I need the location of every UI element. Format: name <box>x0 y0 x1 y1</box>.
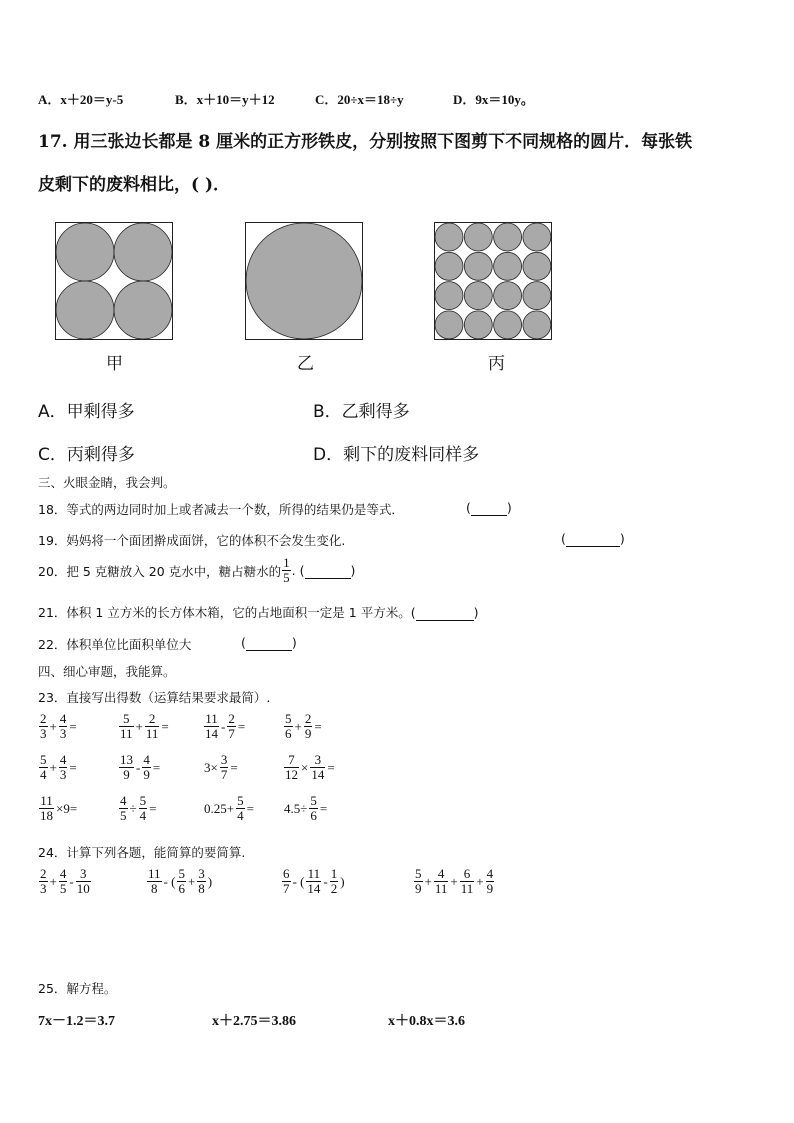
figure-yi <box>245 222 365 342</box>
operator: = <box>69 718 77 734</box>
small-circle <box>523 223 551 251</box>
q17-line1: 17. 用三张边长都是 8 厘米的正方形铁皮，分别按照下图剪下不同规格的圆片．每张铁 <box>38 132 693 152</box>
calc-expression <box>283 794 328 823</box>
fraction: $\frac{11}{18}$ <box>40 793 53 823</box>
calc-expression <box>118 753 161 782</box>
operator: = <box>319 800 328 816</box>
fraction: $\frac{5}{6}$ <box>285 711 292 741</box>
operator: 4.5÷ <box>284 800 308 816</box>
fraction: $\frac{11}{14}$ <box>205 711 218 741</box>
figure-bing <box>434 222 554 342</box>
fraction: $\frac{1}{2}$ <box>330 866 338 896</box>
figure-label-bing: 丙 <box>488 354 505 374</box>
fraction: $\frac{4}{9}$ <box>486 866 494 896</box>
operator: = <box>149 800 157 816</box>
operator: = <box>152 759 161 775</box>
operator: = <box>237 718 246 734</box>
operator: = <box>161 718 169 734</box>
q17-option-c: C．丙剩得多 <box>38 445 135 465</box>
calc-expression <box>118 712 170 741</box>
fraction: $\frac{13}{9}$ <box>120 752 133 782</box>
fraction: $\frac{2}{9}$ <box>304 711 312 741</box>
small-circle <box>435 252 463 280</box>
fraction: $\frac{11}{8}$ <box>148 866 161 896</box>
fraction: $\frac{2}{3}$ <box>40 866 47 896</box>
operator: 3× <box>204 759 218 775</box>
small-circle <box>464 252 492 280</box>
fraction: $\frac{5}{6}$ <box>310 793 317 823</box>
q16-option-c: C．20÷x＝18÷y <box>315 92 404 107</box>
operator: ÷ <box>129 800 137 816</box>
operator: + <box>294 718 302 734</box>
q20-fraction: $\frac{1}{5}$ <box>283 555 290 585</box>
calc-expression <box>118 794 157 823</box>
equation-1: 7x－1.2＝3.7 <box>38 1014 115 1029</box>
q16-option-a: A．x＋20＝y-5 <box>38 92 124 107</box>
small-circle <box>464 282 492 310</box>
fraction: $\frac{4}{11}$ <box>434 866 448 896</box>
fraction: $\frac{4}{5}$ <box>59 866 67 896</box>
operator: + <box>49 718 57 734</box>
small-circle <box>435 223 463 251</box>
operator: = <box>327 759 335 775</box>
operator: ×9= <box>56 800 78 816</box>
fraction: $\frac{6}{11}$ <box>460 866 474 896</box>
calc-expression <box>203 712 246 741</box>
section3-title: 三、火眼金睛，我会判。 <box>38 475 176 490</box>
q21: 21．体积 1 立方米的长方体木箱，它的占地面积一定是 1 平方米。( ) <box>38 605 479 620</box>
operator: = <box>230 759 238 775</box>
q23: 23．直接写出得数（运算结果要求最简）. <box>38 690 271 705</box>
fraction: $\frac{3}{7}$ <box>220 752 228 782</box>
operator: - <box>136 759 141 775</box>
operator: + <box>450 873 458 889</box>
fraction: $\frac{4}{3}$ <box>59 711 67 741</box>
fraction: $\frac{4}{9}$ <box>143 752 150 782</box>
fraction: $\frac{4}{3}$ <box>59 752 67 782</box>
q17-option-b: B．乙剩得多 <box>313 402 410 422</box>
fraction: $\frac{3}{8}$ <box>198 866 205 896</box>
operator: = <box>314 718 322 734</box>
small-circle <box>523 282 551 310</box>
figure-jia <box>55 222 175 342</box>
small-circle <box>523 252 551 280</box>
fraction: $\frac{11}{14}$ <box>307 866 321 896</box>
operator: - ( <box>163 873 176 889</box>
figure-label-jia: 甲 <box>106 354 123 374</box>
calc-expression <box>38 794 78 823</box>
fraction: $\frac{5}{11}$ <box>120 711 133 741</box>
operator: + <box>424 873 432 889</box>
operator: - <box>323 873 328 889</box>
calc-expression <box>203 794 255 823</box>
operator: + <box>49 873 57 889</box>
fraction: $\frac{5}{4}$ <box>139 793 147 823</box>
fraction: $\frac{4}{5}$ <box>120 793 127 823</box>
equation-3: x＋0.8x＝3.6 <box>388 1014 465 1029</box>
small-circle <box>494 223 522 251</box>
operator: + <box>187 873 196 889</box>
q20: 20．把 5 克糖放入 20 克水中，糖占糖水的 $\frac{1}{5}$ . ( ) <box>38 555 356 585</box>
operator: - <box>221 718 226 734</box>
small-circle <box>435 282 463 310</box>
calc-expression <box>283 753 336 782</box>
operator: + <box>476 873 484 889</box>
fraction: $\frac{5}{9}$ <box>415 866 422 896</box>
q16-option-b: B．x＋10＝y＋12 <box>175 92 275 107</box>
fraction: $\frac{5}{6}$ <box>178 866 185 896</box>
small-circle <box>494 282 522 310</box>
operator: 0.25+ <box>204 800 235 816</box>
section4-title: 四、细心审题，我能算。 <box>38 664 176 679</box>
small-circle <box>435 311 463 339</box>
q19: 19．妈妈将一个面团擀成面饼，它的体积不会发生变化. <box>38 533 346 548</box>
operator: - ( <box>292 873 305 889</box>
q24: 24．计算下列各题，能简算的要简算. <box>38 845 246 860</box>
calc-expression <box>283 712 323 741</box>
operator: = <box>246 800 254 816</box>
fraction: $\frac{7}{12}$ <box>285 752 298 782</box>
fraction: $\frac{2}{3}$ <box>40 711 47 741</box>
calc-expression <box>413 867 495 896</box>
small-circle <box>523 311 551 339</box>
small-circle <box>464 223 492 251</box>
operator: + <box>49 759 57 775</box>
calc-expression <box>38 753 78 782</box>
calc-expression <box>38 867 92 896</box>
figure-label-yi: 乙 <box>297 354 314 374</box>
operator: ) <box>340 873 345 889</box>
operator: = <box>69 759 77 775</box>
equation-2: x＋2.75＝3.86 <box>212 1014 296 1029</box>
operator: × <box>301 759 309 775</box>
calc-expression <box>38 712 78 741</box>
fraction: $\frac{5}{4}$ <box>237 793 244 823</box>
operator: - <box>69 873 74 889</box>
fraction: $\frac{6}{7}$ <box>283 866 290 896</box>
fraction: $\frac{2}{11}$ <box>145 711 159 741</box>
calc-expression <box>146 867 213 896</box>
q22-answer: ( ) <box>241 635 297 650</box>
q17-option-a: A．甲剩得多 <box>38 402 135 422</box>
small-circle <box>494 311 522 339</box>
q18: 18．等式的两边同时加上或者减去一个数，所得的结果仍是等式． <box>38 502 404 517</box>
fraction: $\frac{2}{7}$ <box>228 711 235 741</box>
small-circle <box>494 252 522 280</box>
fraction: $\frac{3}{14}$ <box>311 752 325 782</box>
operator: ) <box>207 873 213 889</box>
q18-answer: ( ) <box>466 500 512 515</box>
operator: + <box>135 718 143 734</box>
q17-line2: 皮剩下的废料相比，( )． <box>38 175 231 195</box>
q17-option-d: D．剩下的废料同样多 <box>313 445 480 465</box>
fraction: $\frac{3}{10}$ <box>76 866 90 896</box>
calc-expression <box>281 867 346 896</box>
calc-expression <box>203 753 239 782</box>
fraction: $\frac{5}{4}$ <box>40 752 47 782</box>
q19-answer: ( ) <box>561 531 625 546</box>
q16-option-d: D．9x＝10y。 <box>453 92 534 107</box>
q22: 22．体积单位比面积单位大 <box>38 637 192 652</box>
q25: 25．解方程。 <box>38 981 117 996</box>
small-circle <box>464 311 492 339</box>
